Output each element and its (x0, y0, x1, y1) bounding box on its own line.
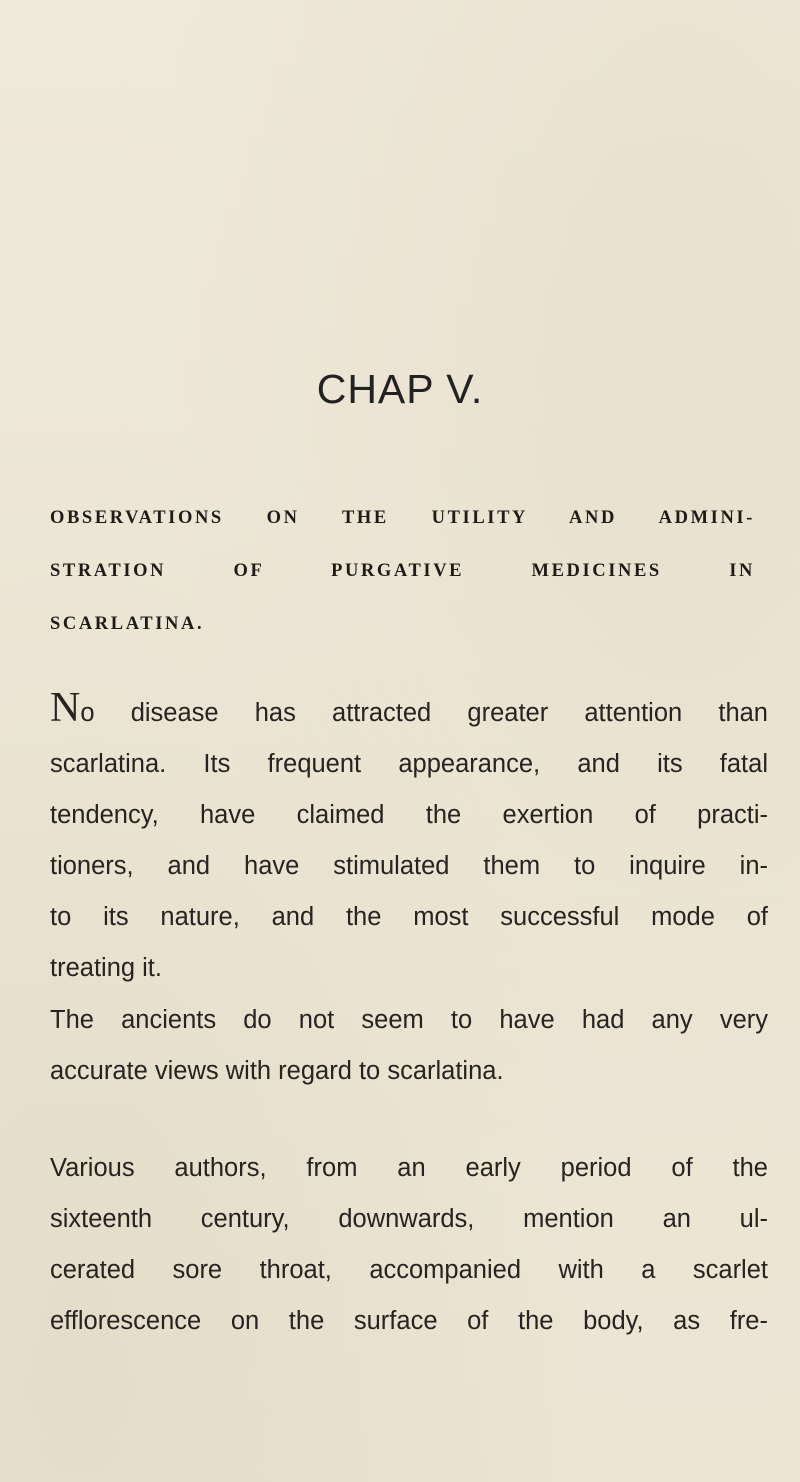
paragraph-3 (50, 1143, 768, 1347)
paragraph-1 (50, 685, 768, 994)
paragraph-2 (50, 995, 768, 1097)
text-line: tioners, and have stimulated them to inquire in- (50, 852, 768, 880)
drop-cap: N (50, 685, 81, 731)
text-line: sixteenth century, downwards, mention an ul- (50, 1205, 768, 1233)
text-line: efflorescence on the surface of the body, as fre- (50, 1307, 768, 1335)
text-line: The ancients do not seem to have had any very (50, 1006, 768, 1034)
text-line: to its nature, and the most successful mode of (50, 903, 768, 931)
text-line: accurate views with regard to scarlatina. (50, 1057, 504, 1085)
subtitle-line: OBSERVATIONS ON THE UTILITY AND ADMINI- (50, 508, 755, 528)
subtitle-line: STRATION OF PURGATIVE MEDICINES IN (50, 561, 755, 581)
chapter-heading: CHAP V. (316, 366, 484, 412)
text-line (50, 685, 768, 739)
chapter-subtitle (50, 492, 755, 651)
subtitle-line: SCARLATINA. (50, 614, 205, 634)
text-line: scarlatina. Its frequent appearance, and its fatal (50, 750, 768, 778)
text-line: tendency, have claimed the exertion of practi- (50, 801, 768, 829)
text-line: treating it. (50, 954, 162, 982)
text-line: Various authors, from an early period of the (50, 1154, 768, 1182)
text-line-rest: o disease has attracted greater attention than (80, 699, 768, 727)
text-line: cerated sore throat, accompanied with a scarlet (50, 1256, 768, 1284)
